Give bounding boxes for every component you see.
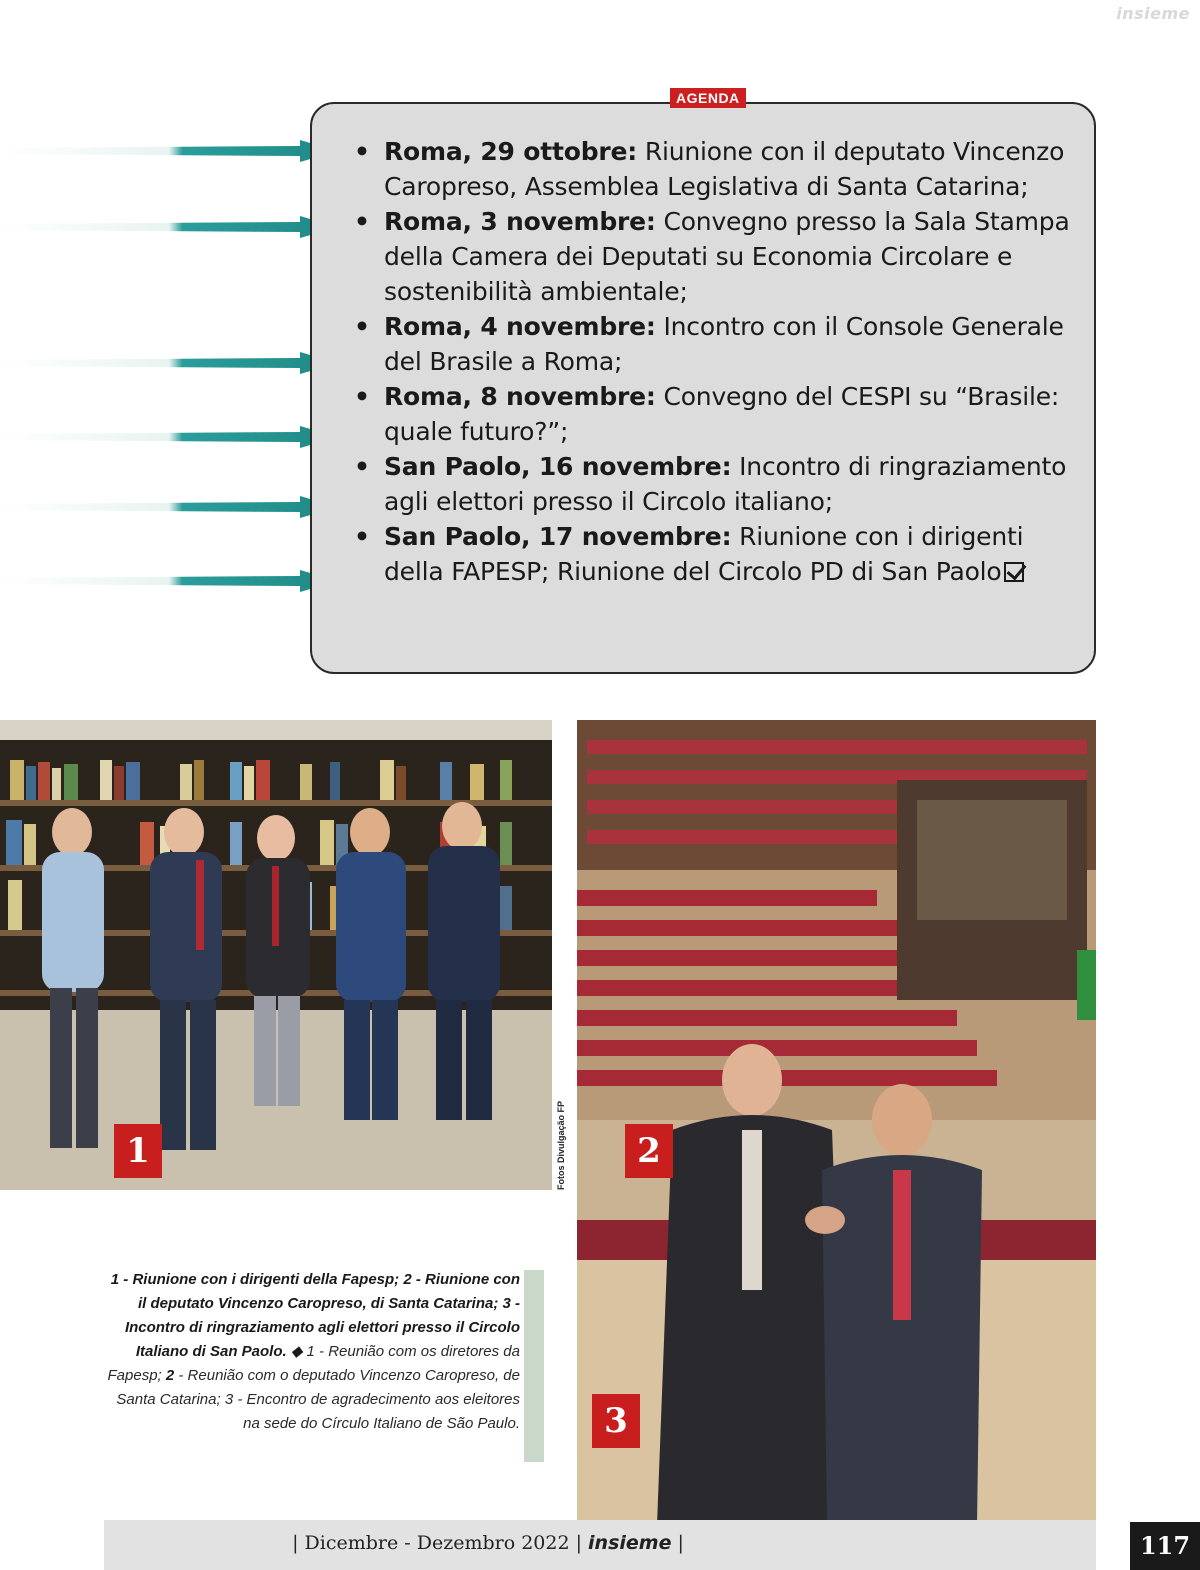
agenda-list (352, 134, 1082, 589)
magazine-brand: insieme (1116, 4, 1190, 23)
page-number: 117 (1130, 1522, 1200, 1570)
footer-issue (104, 1532, 872, 1554)
arrow-icon (0, 570, 338, 592)
agenda-description: Riunione con il deputato Vincenzo Caropreso, Assemblea Legislativa di Santa Catarina; (384, 137, 1065, 201)
arrow-icon (0, 140, 338, 162)
agenda-item (352, 519, 1082, 589)
photo-illustration (0, 720, 552, 1190)
checkbox-check-icon (1004, 562, 1024, 582)
agenda-description: Convegno presso la Sala Stampa della Camera dei Deputati su Economia Circolare e sostenibilità ambientale; (384, 207, 1070, 306)
caption-accent-bar (524, 1270, 544, 1462)
photo-chamber-handshake (577, 720, 1096, 1525)
photo-number-badge: 1 (114, 1124, 162, 1178)
arrow-icon (0, 496, 338, 518)
agenda-date: Roma, 29 ottobre: (384, 137, 638, 166)
agenda-date: San Paolo, 16 novembre: (384, 452, 732, 481)
agenda-item (352, 309, 1082, 379)
bullet-icon: • (354, 382, 370, 411)
photo-number-badge: 2 (625, 1124, 673, 1178)
bullet-icon: • (354, 207, 370, 236)
footer-separator: | (671, 1532, 684, 1554)
agenda-date: Roma, 8 novembre: (384, 382, 656, 411)
agenda-tag: AGENDA (670, 88, 746, 108)
photo-caption (100, 1268, 520, 1436)
photo-credit: Fotos Divulgação FP (556, 1100, 566, 1190)
photo-illustration (577, 720, 1096, 1525)
agenda-item (352, 449, 1082, 519)
bullet-icon: • (354, 137, 370, 166)
agenda-date: San Paolo, 17 novembre: (384, 522, 732, 551)
agenda-description: Incontro con il Console Generale del Brasile a Roma; (384, 312, 1064, 376)
bullet-icon: • (354, 522, 370, 551)
agenda-item (352, 134, 1082, 204)
footer-brand: insieme (588, 1532, 672, 1554)
bullet-icon: • (354, 452, 370, 481)
arrow-icon (0, 352, 338, 374)
footer-date: | Dicembre - Dezembro 2022 | (292, 1532, 589, 1554)
caption-portuguese-number: 2 (165, 1367, 175, 1384)
diamond-separator-icon: ◆ (286, 1343, 307, 1360)
agenda-date: Roma, 3 novembre: (384, 207, 656, 236)
caption-portuguese: 1 - Reunião com os diretores da Fapesp; (107, 1343, 520, 1384)
photo-number-badge: 3 (592, 1394, 640, 1448)
agenda-item (352, 204, 1082, 309)
agenda-description: Incontro di ringraziamento agli elettori presso il Circolo italiano; (384, 452, 1067, 516)
caption-italian: 1 - Riunione con i dirigenti della Fapesp; 2 - Riunione con il deputato Vincenzo Caropreso, di Santa Catarina; 3 - Incontro di ringraziamento agli elettori presso il Circolo Italiano di San Paolo. (110, 1271, 520, 1360)
caption-portuguese: - Reunião com o deputado Vincenzo Caropreso, de Santa Catarina; 3 - Encontro de agradecimento aos eleitores na sede do Círculo Italiano de São Paulo. (116, 1367, 520, 1432)
arrow-icon (0, 426, 338, 448)
agenda-description: Riunione con i dirigenti della FAPESP; Riunione del Circolo PD di San Paolo (384, 522, 1024, 586)
agenda-description: Convegno del CESPI su “Brasile: quale futuro?”; (384, 382, 1060, 446)
photo-fapesp-meeting (0, 720, 552, 1190)
agenda-item (352, 379, 1082, 449)
arrow-icon (0, 216, 338, 238)
agenda-date: Roma, 4 novembre: (384, 312, 656, 341)
bullet-icon: • (354, 312, 370, 341)
